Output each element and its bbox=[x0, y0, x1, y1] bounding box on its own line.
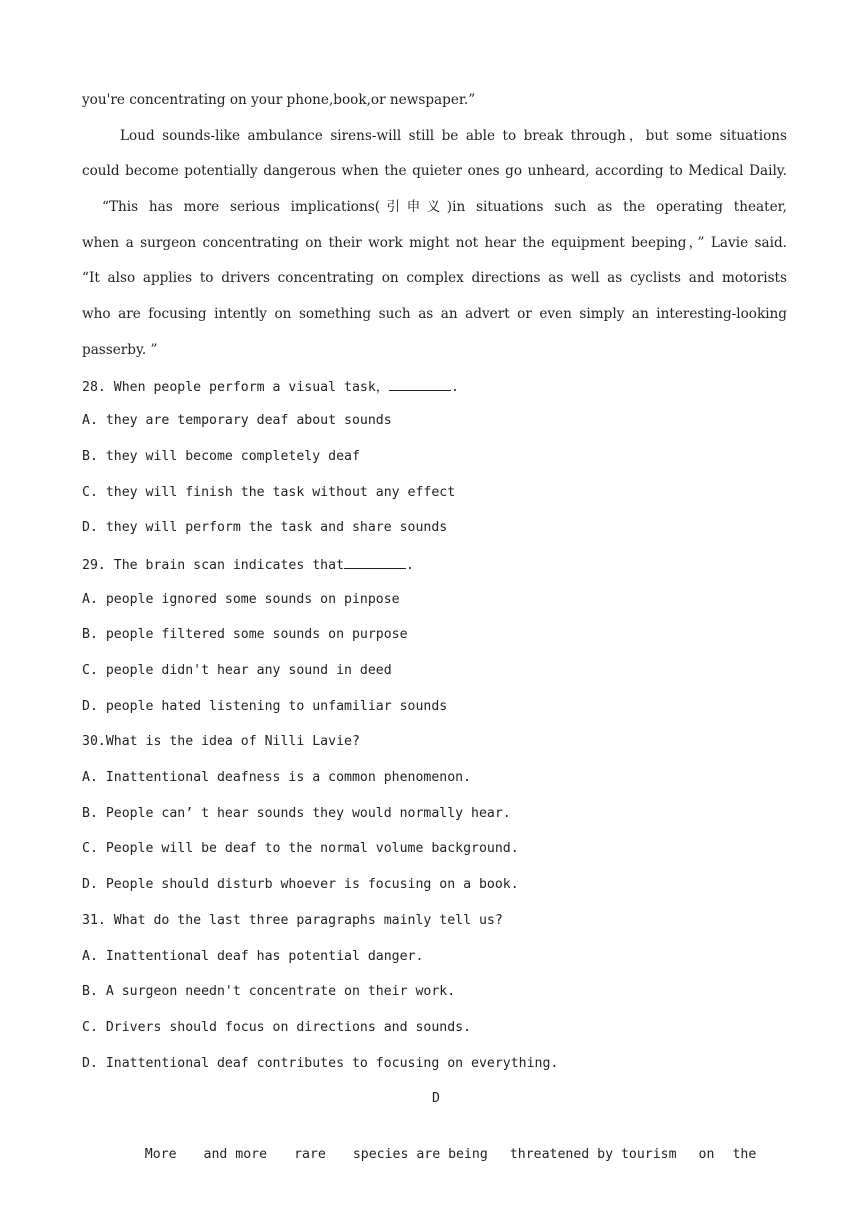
answer-blank bbox=[389, 376, 451, 391]
passage-line-8: passerby. ” bbox=[82, 341, 158, 358]
question-30-stem: 30.What is the idea of Nilli Lavie? bbox=[82, 734, 360, 750]
question-29-option-c: C. people didn't hear any sound in deed bbox=[82, 663, 392, 678]
question-31-option-c: C. Drivers should focus on directions and sounds. bbox=[82, 1019, 472, 1035]
question-28-option-a: A. they are temporary deaf about sounds bbox=[82, 413, 392, 429]
passage-line-2: Loud sounds-like ambulance sirens-will still be able to break through，but some situations bbox=[120, 127, 787, 144]
question-31-stem: 31. What do the last three paragraphs mainly tell us? bbox=[82, 912, 503, 928]
question-30-option-b: B. People can’ t hear sounds they would normally hear. bbox=[82, 805, 511, 821]
answer-blank bbox=[344, 554, 406, 569]
passage-line-3: could become potentially dangerous when the quieter ones go unheard, according to Medical Daily. bbox=[82, 163, 787, 180]
question-31-option-b: B. A surgeon needn't concentrate on their work. bbox=[82, 984, 456, 1000]
question-28-stem: 28. When people perform a visual task， . bbox=[82, 376, 787, 412]
question-30-option-c: C. People will be deaf to the normal volume background. bbox=[82, 841, 519, 857]
section-d-first-line: More and more rare species are being threatened by tourism on the bbox=[144, 1146, 757, 1162]
question-29-option-a: A. people ignored some sounds on pinpose bbox=[82, 591, 400, 607]
passage-line-1: you're concentrating on your phone,book,or newspaper.” bbox=[82, 92, 476, 108]
question-30-option-a: A. Inattentional deafness is a common phenomenon. bbox=[82, 770, 472, 786]
question-28-option-d: D. they will perform the task and share sounds bbox=[82, 520, 448, 536]
question-29-option-b: B. people filtered some sounds on purpose bbox=[82, 627, 408, 643]
passage-line-7: who are focusing intently on something such as an advert or even simply an interesting-looking bbox=[82, 306, 787, 323]
question-29-option-d: D. people hated listening to unfamiliar sounds bbox=[82, 698, 448, 714]
section-heading: D bbox=[432, 1091, 440, 1107]
passage-line-5: when a surgeon concentrating on their work might not hear the equipment beeping，” Lavie said. bbox=[82, 234, 787, 251]
question-28-option-c: C. they will finish the task without any effect bbox=[82, 484, 456, 500]
question-30-option-d: D. People should disturb whoever is focusing on a book. bbox=[82, 877, 519, 893]
question-31-option-a: A. Inattentional deaf has potential danger. bbox=[82, 948, 424, 964]
passage-line-4: “This has more serious implications(引申义)in situations such as the operating theater, bbox=[102, 199, 787, 216]
question-31-option-d: D. Inattentional deaf contributes to focusing on everything. bbox=[82, 1055, 559, 1071]
question-29-stem: 29. The brain scan indicates that . bbox=[82, 554, 787, 590]
document-page bbox=[82, 90, 787, 1161]
passage-line-6: “It also applies to drivers concentrating on complex directions as well as cyclists and motorists bbox=[82, 270, 787, 287]
question-28-option-b: B. they will become completely deaf bbox=[82, 448, 360, 464]
